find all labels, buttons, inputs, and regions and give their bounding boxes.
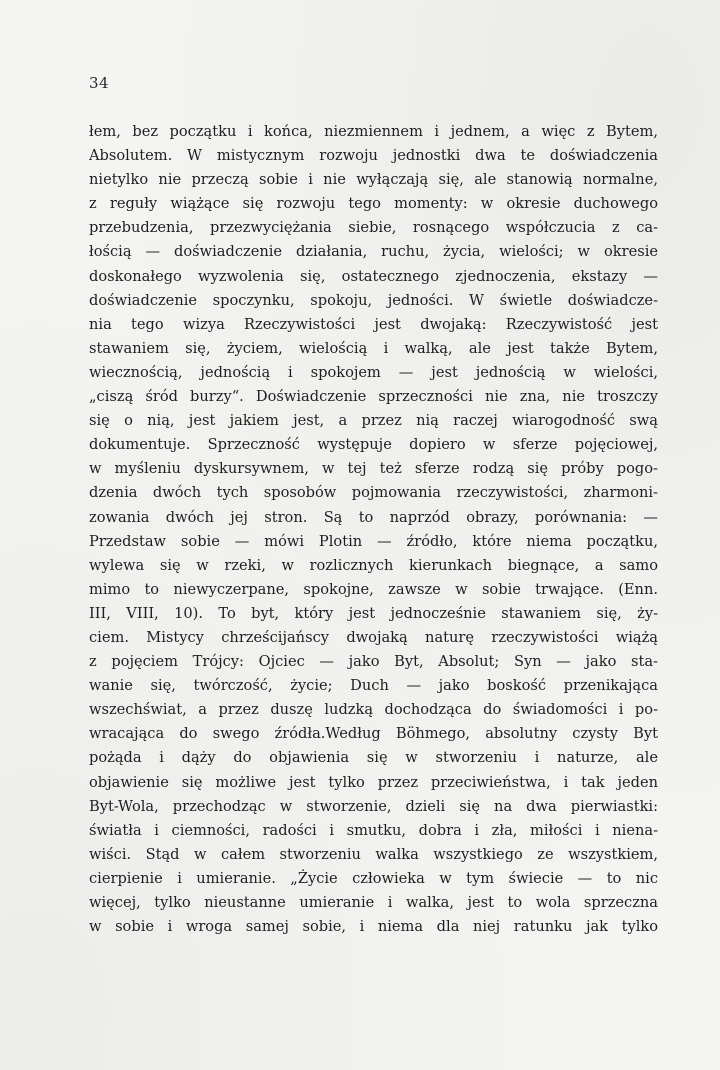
text-line: więcej, tylko nieustanne umieranie i walka, jest to wola sprzeczna [89, 894, 658, 911]
text-line: stawaniem się, życiem, wielością i walką, ale jest także Bytem, [89, 339, 658, 357]
body-text [89, 120, 658, 939]
text-line: ciem. Mistycy chrześcijańscy dwojaką naturę rzeczywistości wiążą [89, 628, 658, 646]
text-line: wanie się, twórczość, życie; Duch — jako boskość przenikająca [89, 677, 658, 695]
text-line: objawienie się możliwe jest tylko przez przeciwieństwa, i tak jeden [89, 773, 658, 791]
text-line: III, VIII, 10). To byt, który jest jednocześnie stawaniem się, ży- [89, 604, 658, 622]
text-line: łością — doświadczenie działania, ruchu, życia, wielości; w okresie [89, 243, 658, 261]
text-line: wszechświat, a przez duszę ludzką dochodząca do świadomości i po- [89, 701, 658, 719]
text-line: się o nią, jest jakiem jest, a przez nią raczej wiarogodność swą [89, 412, 658, 430]
text-line: doskonałego wyzwolenia się, ostatecznego zjednoczenia, ekstazy — [89, 267, 658, 285]
text-line: doświadczenie spoczynku, spokoju, jedności. W świetle doświadcze- [89, 291, 658, 309]
text-line: wiści. Stąd w całem stworzeniu walka wszystkiego ze wszystkiem, [89, 845, 658, 863]
text-line: „ciszą śród burzy“. Doświadczenie sprzeczności nie zna, nie troszczy [89, 388, 658, 406]
text-line: dzenia dwóch tych sposobów pojmowania rzeczywistości, zharmoni- [89, 484, 658, 502]
text-line: wiecznością, jednością i spokojem — jest jednością w wielości, [89, 363, 658, 381]
text-line: wracająca do swego źródła.Według Böhmego, absolutny czysty Byt [89, 725, 658, 743]
text-line: w sobie i wroga samej sobie, i niema dla niej ratunku jak tylko [89, 918, 658, 936]
text-line: cierpienie i umieranie. „Życie człowieka w tym świecie — to nic [89, 869, 658, 887]
text-line: wylewa się w rzeki, w rozlicznych kierunkach biegnące, a samo [89, 556, 658, 574]
text-line: Byt-Wola, przechodząc w stworzenie, dzieli się na dwa pierwiastki: [89, 797, 658, 815]
text-line: pożąda i dąży do objawienia się w stworzeniu i naturze, ale [89, 749, 658, 767]
text-line: w myśleniu dyskursywnem, w tej też sferze rodzą się próby pogo- [89, 460, 658, 478]
text-line: z reguły wiążące się rozwoju tego momenty: w okresie duchowego [89, 195, 658, 213]
text-line: zowania dwóch jej stron. Są to naprzód obrazy, porównania: — [89, 508, 658, 526]
text-line: Absolutem. W mistycznym rozwoju jednostki dwa te doświadczenia [89, 147, 658, 165]
page-number: 34 [89, 74, 110, 92]
text-line: przebudzenia, przezwyciężania siebie, rosnącego współczucia z ca- [89, 219, 658, 237]
text-line: mimo to niewyczerpane, spokojne, zawsze w sobie trwające. (Enn. [89, 580, 658, 598]
text-line: dokumentuje. Sprzeczność występuje dopiero w sferze pojęciowej, [89, 436, 658, 454]
text-line: Przedstaw sobie — mówi Plotin — źródło, które niema początku, [89, 532, 658, 550]
text-line: światła i ciemności, radości i smutku, dobra i zła, miłości i niena- [89, 821, 658, 839]
text-line: nietylko nie przeczą sobie i nie wyłączają się, ale stanowią normalne, [89, 171, 658, 189]
text-line: łem, bez początku i końca, niezmiennem i jednem, a więc z Bytem, [89, 123, 658, 140]
text-line: z pojęciem Trójcy: Ojciec — jako Byt, Absolut; Syn — jako sta- [89, 653, 658, 671]
text-line: nia tego wizya Rzeczywistości jest dwojaką: Rzeczywistość jest [89, 315, 658, 333]
